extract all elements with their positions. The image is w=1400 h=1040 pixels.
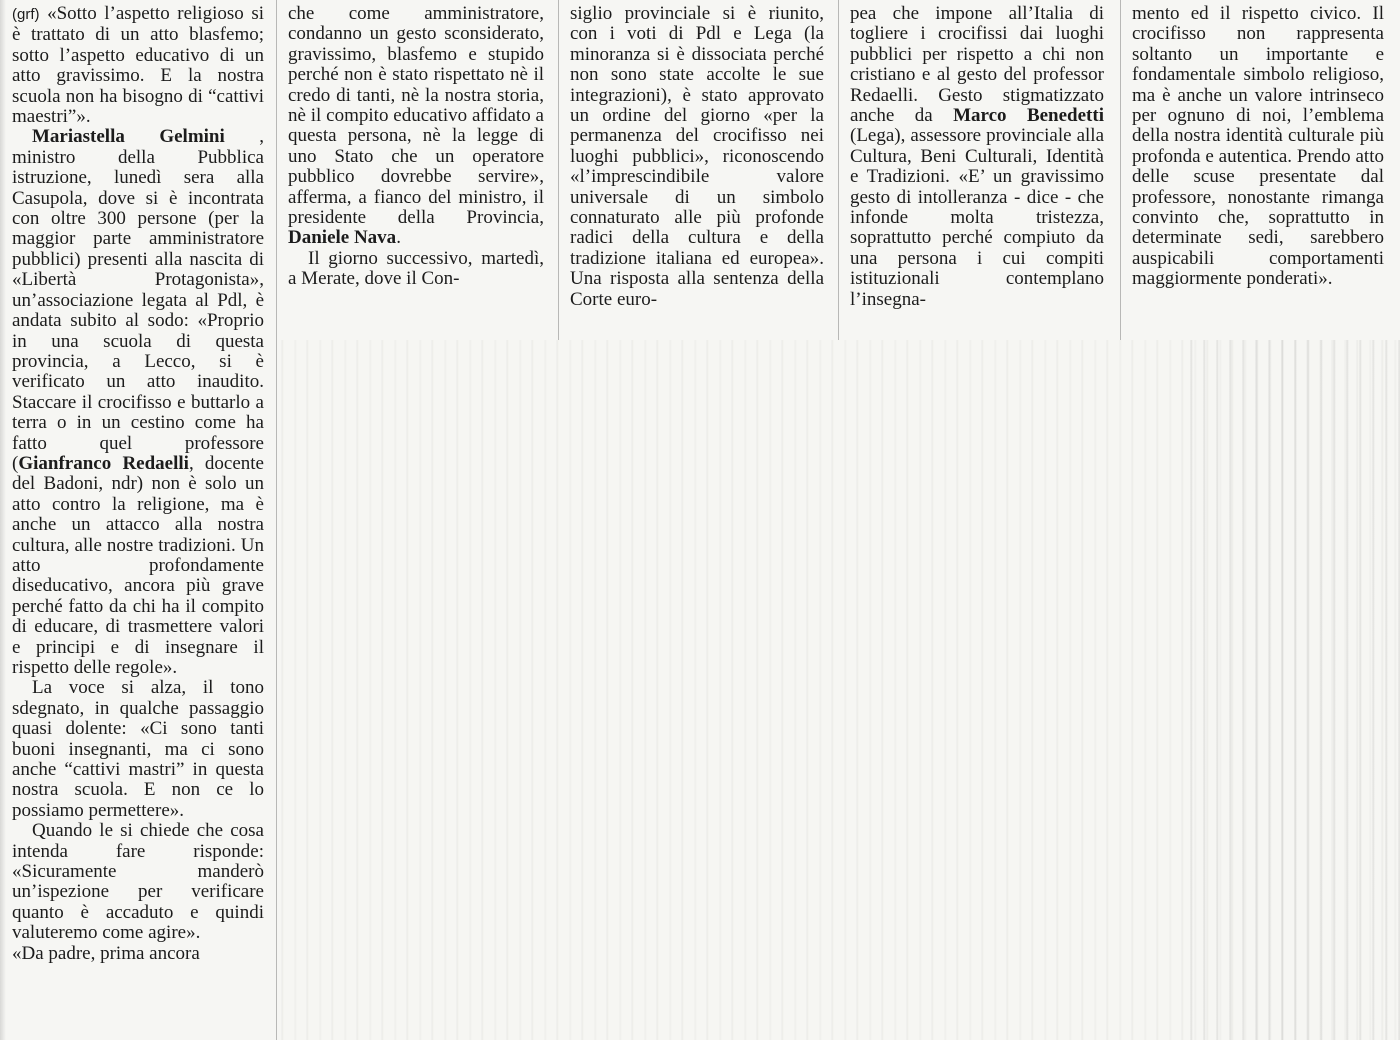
column-rule <box>558 0 559 340</box>
paragraph: pea che impone all’Italia di togliere i crocifissi dai luoghi pubblici per rispetto a chi non cristiano e al gesto del professor Redaelli. Gesto stigmatizzato anche da Marco Benedetti (Lega), assessore provinciale alla Cultura, Beni Culturali, Identità e Tradizioni. «E’ un gravissimo gesto di intolleranza - dice - che infonde molta tristezza, soprattutto perché compiuto da una persona i cui compiti istituzionali contemplano l’insegna- <box>850 3 1104 310</box>
article-column-2 <box>288 4 544 290</box>
paragraph: che come amministratore, condanno un gesto sconsiderato, gravissimo, blasfemo e stupido perché non è stato rispettato nè il credo di tanti, nè la nostra storia, nè il compito educativo affidato a questa persona, nè la legge di uno Stato che un operatore pubblico dovrebbe servire», afferma, a fianco del ministro, il presidente della Provincia, Daniele Nava. <box>288 3 544 249</box>
person-name: Daniele Nava <box>288 227 397 249</box>
paragraph: (grf) «Sotto l’aspetto religioso si è trattato di un atto blasfemo; sotto l’aspetto educativo di un atto gravissimo. E la nostra scuola non ha bisogno di “cattivi maestri”». <box>12 3 264 128</box>
article-column-1 <box>12 4 264 964</box>
paragraph: mento ed il rispetto civico. Il crocifisso non rappresenta soltanto un importante e fondamentale simbolo religioso, ma è anche un valore intrinseco per ognuno di noi, l’emblema della nostra identità culturale più profonda e autentica. Prendo atto delle scuse presentate dal professore, nonostante rimanga convinto che, soprattutto in determinate sedi, sarebbero auspicabili comportamenti maggiormente ponderati». <box>1132 3 1384 290</box>
article-column-4 <box>850 4 1104 310</box>
column-rule <box>276 0 277 1040</box>
paragraph: siglio provinciale si è riunito, con i voti di Pdl e Lega (la minoranza si è dissociata perché non sono state accolte le sue integrazioni), è stato approvato un ordine del giorno «per la permanenza del crocifisso nei luoghi pubblici», riconoscendo «l’imprescindibile valore universale di un simbolo connaturato alle più profonde radici della cultura e della tradizione italiana ed europea». Una risposta alla sentenza della Corte euro- <box>570 3 824 310</box>
blank-paper-area-right <box>1180 340 1400 1040</box>
paragraph: La voce si alza, il tono sdegnato, in qualche passaggio quasi dolente: «Ci sono tanti buoni insegnanti, ma ci sono anche “cattivi mastri” in questa nostra scuola. E non ce lo possiamo permettere». <box>12 677 264 821</box>
paragraph: «Da padre, prima ancora <box>12 942 200 964</box>
paragraph: Quando le si chiede che cosa intenda fare risponde: «Sicuramente manderò un’ispezione per verificare quanto è accaduto e quindi valuteremo come agire». <box>12 820 264 944</box>
article-column-5 <box>1132 4 1384 290</box>
paragraph: Mariastella Gelmini , ministro della Pubblica istruzione, lunedì sera alla Casupola, dove si è incontrata con oltre 300 persone (per la maggior parte amministratore pubblici) presenti alla nascita di «Libertà Protagonista», un’associazione legata al Pdl, è andata subito al sodo: «Proprio in una scuola di questa provincia, a Lecco, si è verificato un atto inaudito. Staccare il crocifisso e buttarlo a terra o in un cestino come ha fatto quel professore (Gianfranco Redaelli, docente del Badoni, ndr) non è solo un atto contro la religione, ma è anche un attacco alla nostra cultura, alle nostre tradizioni. Un atto profondamente diseducativo, ancora più grave perché fatto da chi ha il compito di educare, di trasmettere valori e principi e di insegnare il rispetto delle regole». <box>12 126 264 678</box>
article-column-3 <box>570 4 824 310</box>
scan-edge <box>0 0 6 1040</box>
person-name: Mariastella Gelmini <box>32 126 225 148</box>
column-rule <box>838 0 839 340</box>
author-tag: (grf) <box>12 6 40 23</box>
paragraph: Il giorno successivo, martedì, a Merate, dove il Con- <box>288 247 544 290</box>
person-name: Marco Benedetti <box>953 105 1104 127</box>
person-name: Gianfranco Redaelli <box>18 452 189 474</box>
column-rule <box>1120 0 1121 340</box>
